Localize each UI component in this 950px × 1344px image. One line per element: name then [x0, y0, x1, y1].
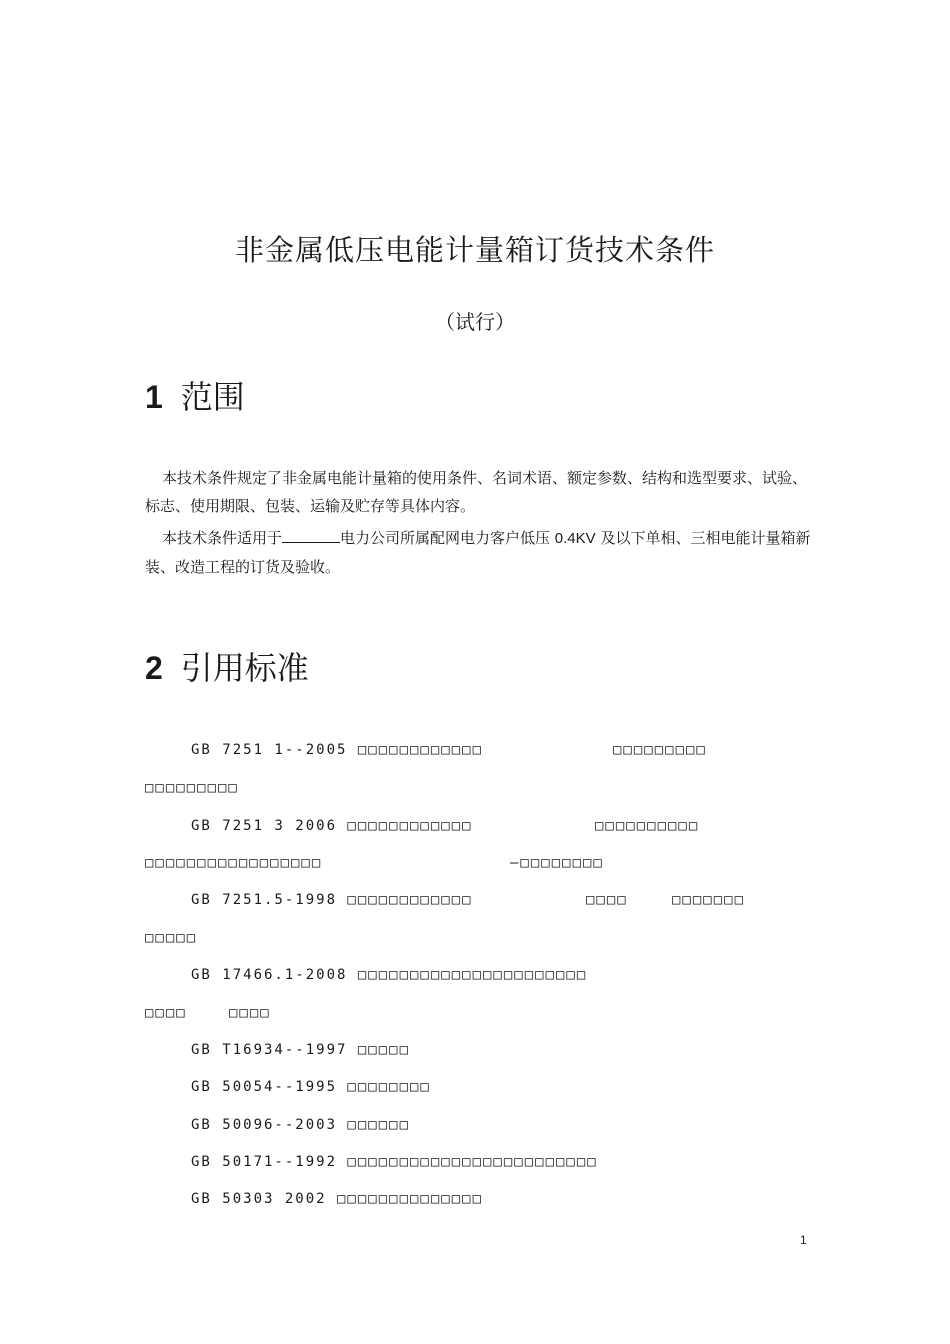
voltage-value: 0.4KV	[554, 530, 596, 547]
section-2-heading	[145, 643, 309, 689]
reference-line: —□□□□□□□□	[510, 855, 604, 871]
page-number: 1	[800, 1233, 807, 1247]
reference-line: □□□□□□□	[672, 892, 746, 908]
section-number: 2	[145, 650, 163, 686]
reference-line: □□□□□□□□□□	[595, 818, 700, 834]
reference-line: GB 7251 1--2005 □□□□□□□□□□□□	[191, 742, 484, 758]
para-text: 本技术条件适用于	[162, 529, 283, 547]
reference-line: GB 7251.5-1998 □□□□□□□□□□□□	[191, 892, 473, 908]
scope-paragraph-2	[145, 524, 813, 581]
reference-line: □□□□□□□□□	[145, 780, 239, 796]
section-number: 1	[145, 379, 163, 415]
para-text: 及以下单相、三相电能计量箱新装、改造工程的订货及验收。	[145, 529, 811, 576]
fill-in-blank	[282, 527, 340, 543]
reference-line: GB 50096--2003 □□□□□□	[191, 1117, 411, 1133]
reference-line: GB 7251 3 2006 □□□□□□□□□□□□	[191, 818, 473, 834]
reference-line: □□□□	[586, 892, 628, 908]
reference-line: GB 50171--1992 □□□□□□□□□□□□□□□□□□□□□□□□	[191, 1154, 598, 1170]
scope-paragraph-1: 本技术条件规定了非金属电能计量箱的使用条件、名词术语、额定参数、结构和选型要求、试验、标志、使用期限、包装、运输及贮存等具体内容。	[145, 469, 808, 515]
document-subtitle: （试行）	[435, 310, 515, 334]
reference-line: □□□□□	[145, 930, 198, 946]
reference-line: GB 50054--1995 □□□□□□□□	[191, 1079, 431, 1095]
reference-line: □□□□□□□□□	[613, 742, 707, 758]
reference-line: GB 17466.1-2008 □□□□□□□□□□□□□□□□□□□□□□	[191, 967, 588, 983]
reference-line: □□□□□□□□□□□□□□□□□	[145, 855, 323, 871]
para-text: 电力公司所属配网电力客户低压	[340, 529, 555, 547]
reference-line: □□□□	[145, 1005, 187, 1021]
section-title: 范围	[180, 378, 245, 416]
reference-line: GB T16934--1997 □□□□□	[191, 1042, 411, 1058]
document-title: 非金属低压电能计量箱订货技术条件	[234, 233, 715, 267]
reference-line: □□□□	[229, 1005, 271, 1021]
section-title: 引用标准	[180, 649, 309, 687]
section-1-heading	[145, 372, 245, 418]
reference-line: GB 50303 2002 □□□□□□□□□□□□□□	[191, 1191, 484, 1207]
